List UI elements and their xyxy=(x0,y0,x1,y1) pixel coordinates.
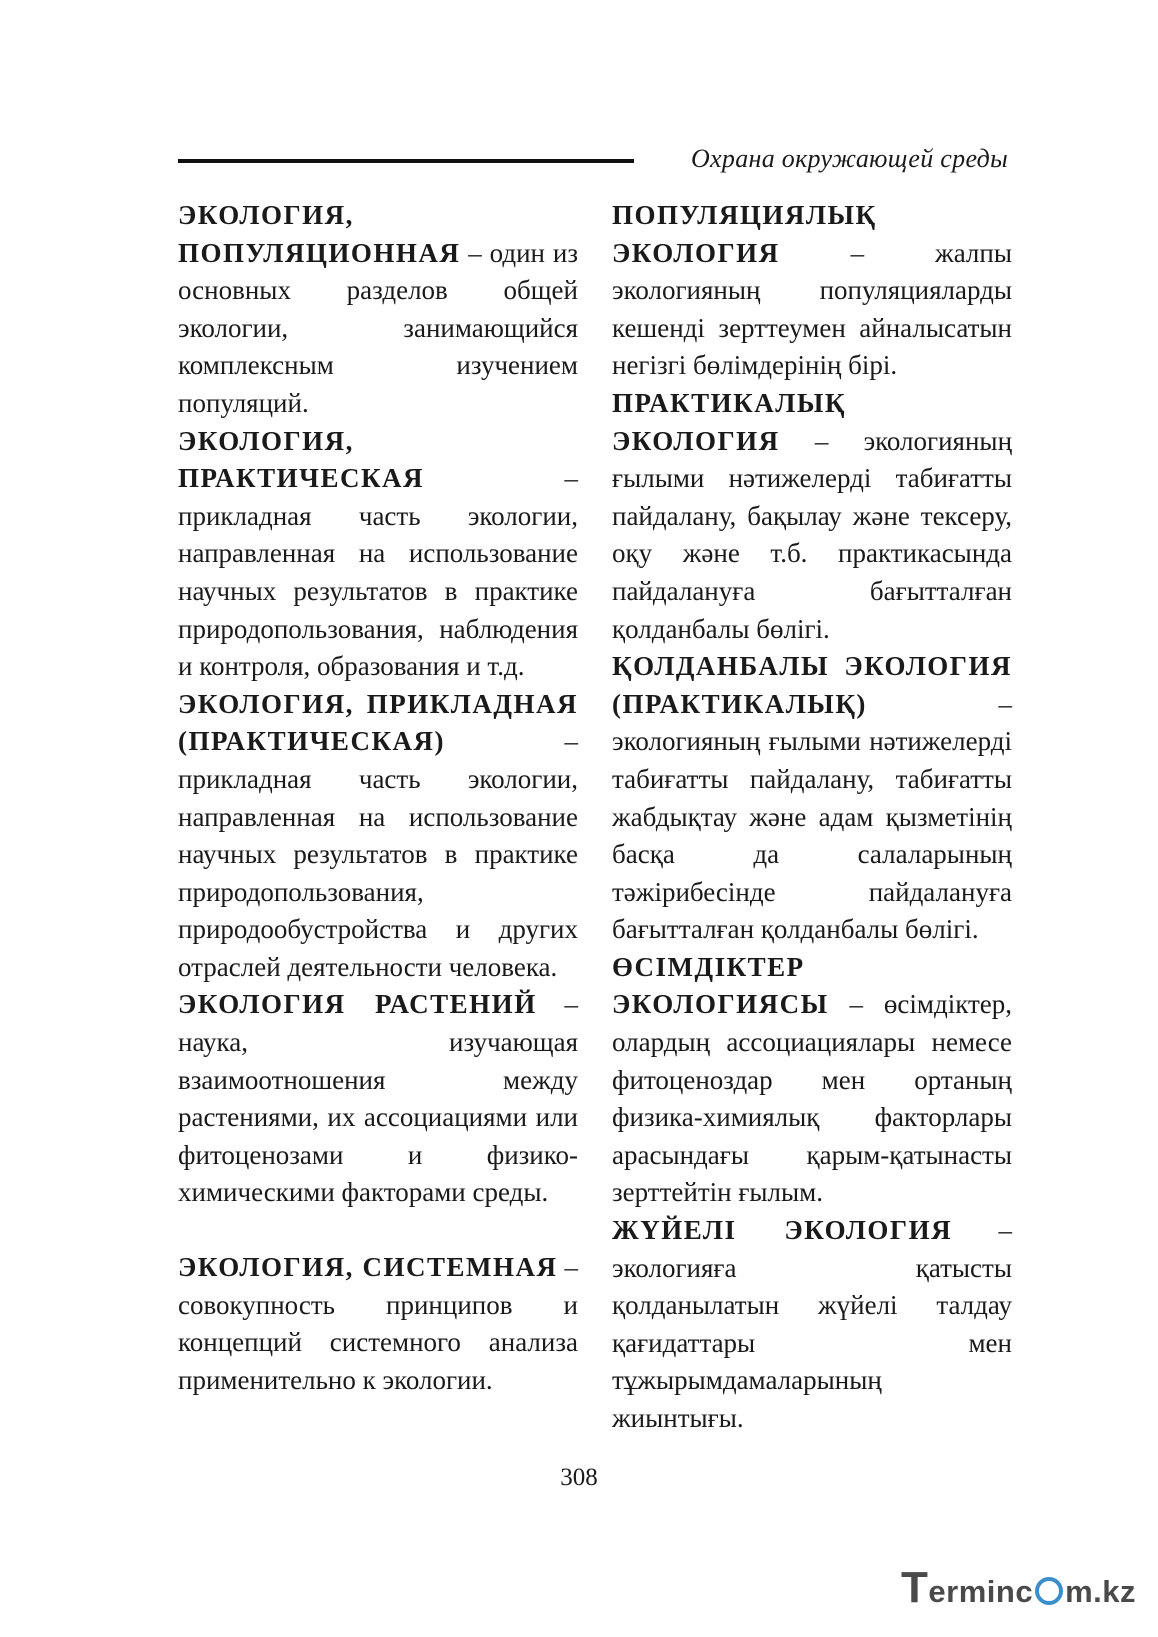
watermark-letter: T xyxy=(901,1563,929,1612)
page-number: 308 xyxy=(560,1464,598,1491)
left-column-russian xyxy=(178,197,578,1399)
watermark-text: erminc xyxy=(928,1574,1034,1609)
entry-term: ЭКОЛОГИЯ, ПОПУЛЯЦИОННАЯ xyxy=(178,200,461,268)
entry-dash: – xyxy=(850,237,865,268)
entry-definition: прикладная часть экологии, направленная на использование научных результатов в практике природопользования, наблюдения и контроля, образования и т.д. xyxy=(178,500,578,682)
magnifier-icon xyxy=(1035,1577,1063,1605)
glossary-entry xyxy=(178,423,578,686)
glossary-entry xyxy=(178,986,578,1212)
entry-dash: – xyxy=(468,237,482,268)
entry-dash: – xyxy=(564,726,578,757)
entry-term: ӨСІМДІКТЕР ЭКОЛОГИЯСЫ xyxy=(612,951,829,1020)
glossary-entry xyxy=(612,197,1012,385)
entry-dash: – xyxy=(849,989,864,1020)
glossary-entry xyxy=(178,686,578,987)
entry-definition: прикладная часть экологии, направленная на использование научных результатов в практике природопользования, природообустройства и других отраслей деятельности человека. xyxy=(178,763,578,982)
glossary-entry xyxy=(178,197,578,423)
entry-definition: один из основных разделов общей экологии, занимающийся комплексным изучением популяций. xyxy=(178,237,578,418)
entry-term: ҚОЛДАНБАЛЫ ЭКОЛОГИЯ (ПРАКТИКАЛЫҚ) xyxy=(612,651,1012,719)
glossary-entry xyxy=(178,1249,578,1399)
running-header: Охрана окружающей среды xyxy=(690,144,1008,173)
entry-term: ПРАКТИКАЛЫҚ ЭКОЛОГИЯ xyxy=(612,387,846,456)
entry-dash: – xyxy=(564,463,578,494)
glossary-entry xyxy=(612,1212,1012,1438)
entry-definition: жалпы экологияның популяцияларды кешенді зерттеумен айналысатын негізгі бөлімдерінің бірі. xyxy=(612,237,1012,381)
entry-dash: – xyxy=(564,1252,579,1283)
entry-definition: экологияның ғылыми нәтижелерді табиғатты пайдалану, бақылау және тексеру, оқу және т.б. практикасында пайдалануға бағытталған қолданбалы бөлігі. xyxy=(612,425,1013,644)
entry-term: ЭКОЛОГИЯ, СИСТЕМНАЯ xyxy=(178,1252,558,1283)
entry-term: ЭКОЛОГИЯ, ПРАКТИЧЕСКАЯ xyxy=(178,425,425,494)
entry-dash: – xyxy=(998,1215,1012,1246)
entry-dash: – xyxy=(814,425,829,456)
entry-term: ЭКОЛОГИЯ, ПРИКЛАДНАЯ (ПРАКТИЧЕСКАЯ) xyxy=(178,688,578,757)
entry-term: ЖҮЙЕЛІ ЭКОЛОГИЯ xyxy=(612,1215,953,1246)
entry-term: ЭКОЛОГИЯ РАСТЕНИЙ xyxy=(178,989,537,1020)
entry-definition: экологияға қатысты қолданылатын жүйелі талдау қағидаттары мен тұжырымдамаларының жиынтығы. xyxy=(612,1252,1012,1433)
entry-dash: – xyxy=(564,989,579,1020)
spacer xyxy=(178,1212,578,1249)
entry-definition: совокупность принципов и концепций системного анализа применительно к экологии. xyxy=(178,1289,578,1395)
glossary-entry xyxy=(612,648,1012,949)
entry-term: ПОПУЛЯЦИЯЛЫҚ ЭКОЛОГИЯ xyxy=(612,200,877,268)
right-column-kazakh xyxy=(612,197,1012,1438)
entry-definition: наука, изучающая взаимоотношения между растениями, их ассоциациями или фитоценозами и физико-химическими факторами среды. xyxy=(178,1027,578,1208)
entry-dash: – xyxy=(998,688,1012,719)
watermark-domain: m.kz xyxy=(1065,1574,1136,1609)
header-rule xyxy=(178,159,634,163)
termincom-watermark-logo xyxy=(901,1563,1136,1613)
glossary-entry xyxy=(612,385,1012,648)
entry-definition: экологияның ғылыми нәтижелерді табиғатты пайдалану, табиғатты жабдықтау және адам қызметінің басқа да салаларының тәжірибесінде пайдалануға бағытталған қолданбалы бөлігі. xyxy=(612,726,1012,945)
glossary-entry xyxy=(612,949,1012,1212)
entry-definition: өсімдіктер, олардың ассоциациялары немесе фитоценоздар мен ортаның физика-химиялық факторлары арасындағы қарым-қатынасты зерттейтін ғылым. xyxy=(612,989,1013,1208)
